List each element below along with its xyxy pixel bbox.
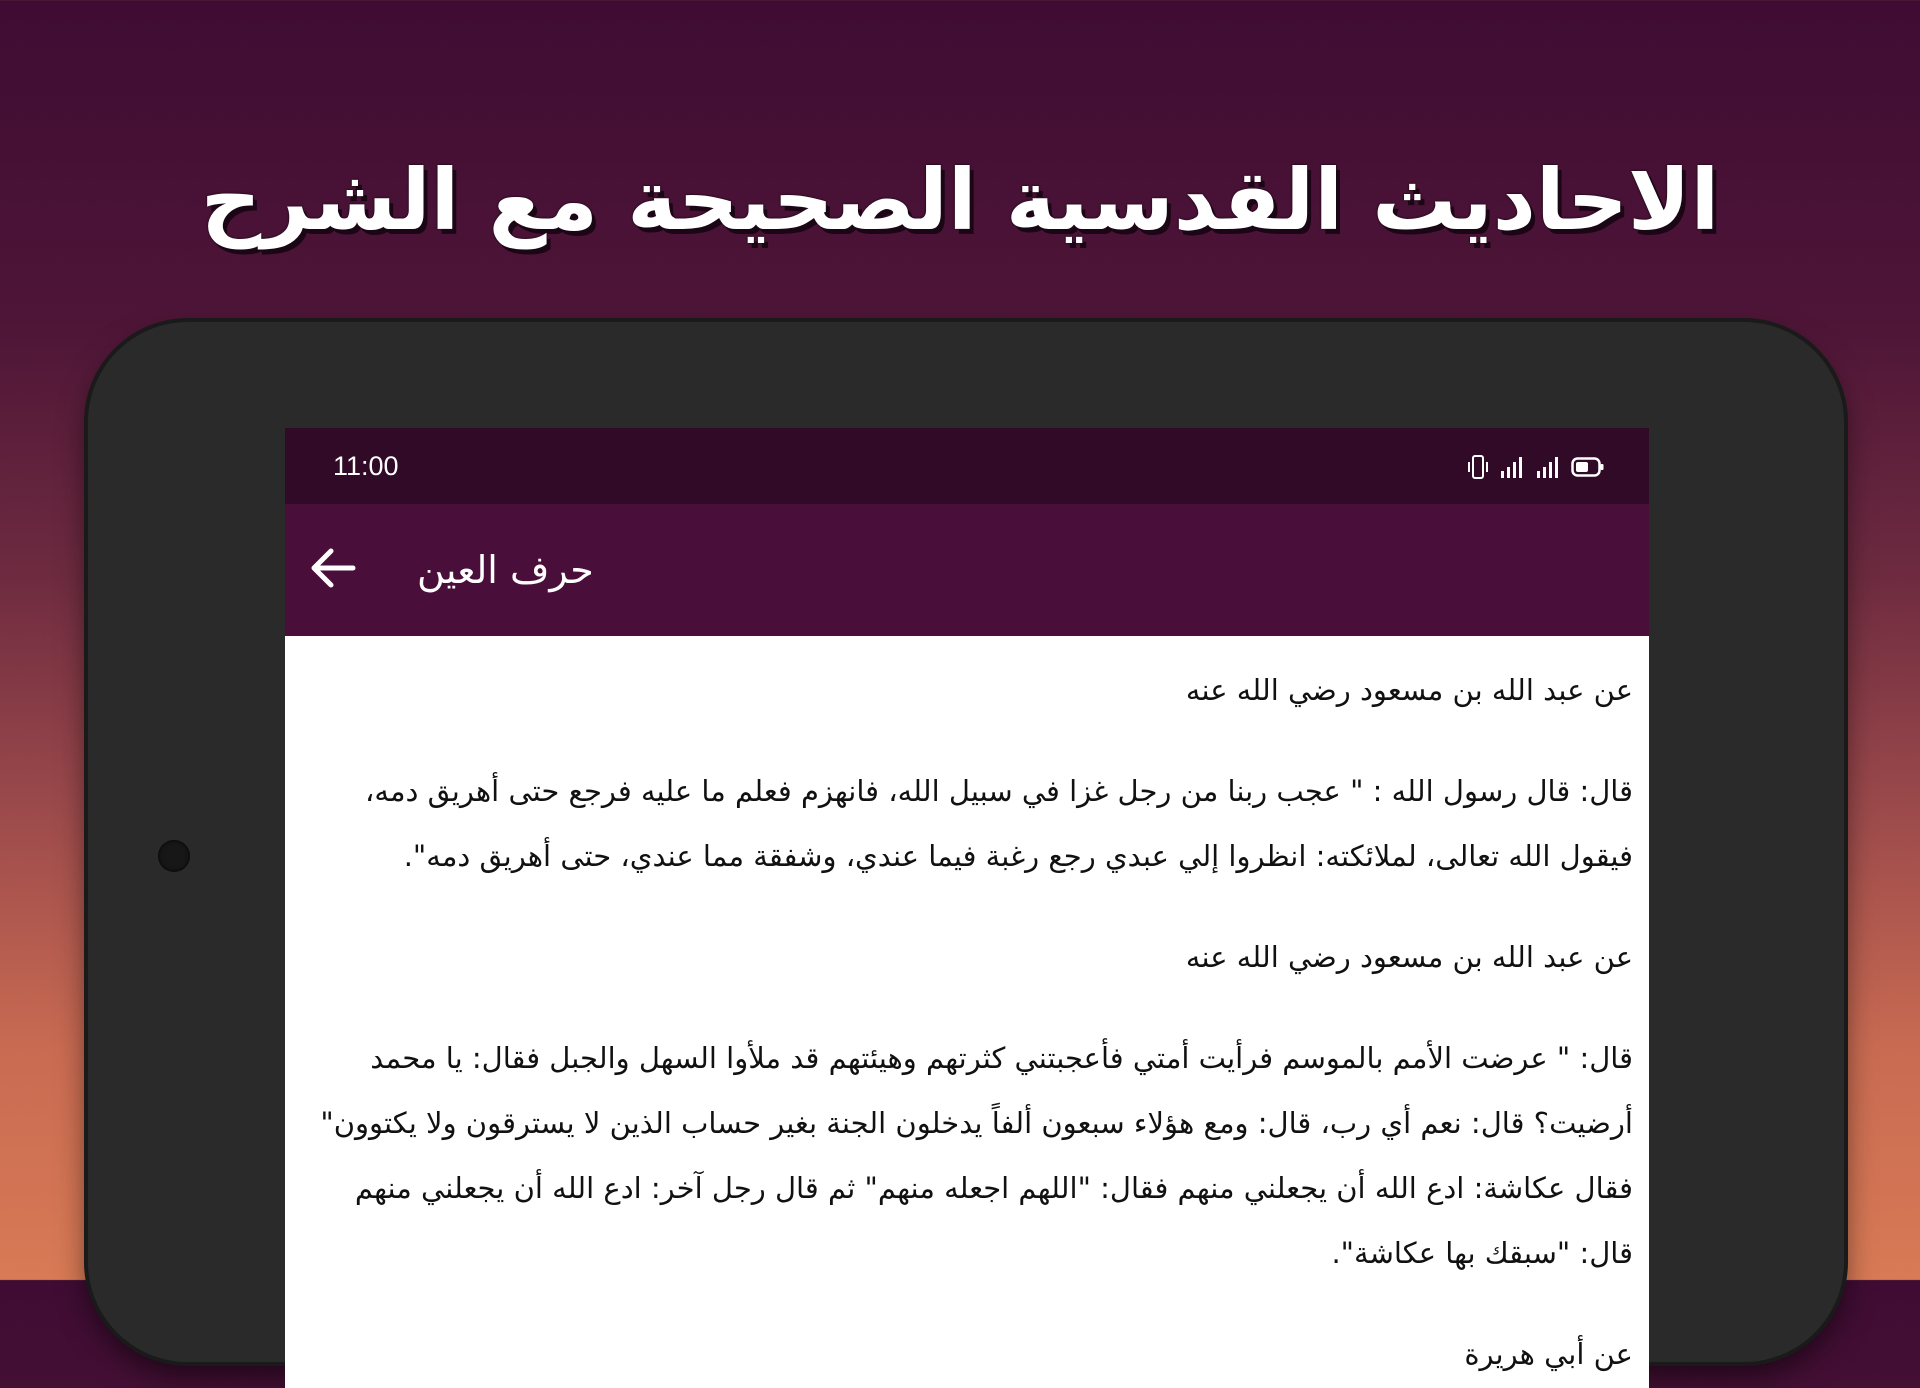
signal-icon [1535,454,1561,480]
vibrate-icon [1467,453,1489,481]
page-title: حرف العين [417,548,594,592]
hadith-paragraph: قال: " عرضت الأمم بالموسم فرأيت أمتي فأعجبتني كثرتهم وهيئتهم قد ملأوا السهل والجبل فقال: يا محمد أرضيت؟ قال: نعم أي رب، قال: ومع هؤلاء سبعون ألفاً يدخلون الجنة بغير حساب الذين لا يسترقون ولا يكتوون" فقال عكاشة: ادع الله أن يجعلني منهم فقال: "اللهم اجعله منهم" ثم قال رجل آخر: ادع الله أن يجعلني منهم قال: "سبقك بها عكاشة". [320,1041,1633,1270]
battery-icon [1571,455,1605,479]
hadith-paragraph: عن عبد الله بن مسعود رضي الله عنه [1185,673,1633,707]
status-bar [285,428,1649,504]
hadith-paragraph: عن عبد الله بن مسعود رضي الله عنه [1185,940,1633,974]
app-bar [285,504,1649,636]
hadith-paragraph: قال: قال رسول الله : " عجب ربنا من رجل غزا في سبيل الله، فانهزم فعلم ما عليه فرجع حتى أهريق دمه، فيقول الله تعالى، لملائكته: انظروا إلي عبدي رجع رغبة فيما عندي، وشفقة مما عندي، حتى أهريق دمه". [365,774,1633,873]
app-screen [285,428,1649,1388]
arrow-left-icon [305,540,361,596]
promo-title: الاحاديث القدسية الصحيحة مع الشرح [200,151,1720,249]
hadith-content [285,636,1649,1388]
status-time: 11:00 [333,451,399,481]
hadith-paragraph: عن أبي هريرة [1464,1337,1633,1371]
signal-icon [1499,454,1525,480]
camera-dot [158,840,190,872]
back-button[interactable] [305,540,361,596]
status-icons [1467,450,1605,484]
tablet-frame [88,322,1844,1371]
